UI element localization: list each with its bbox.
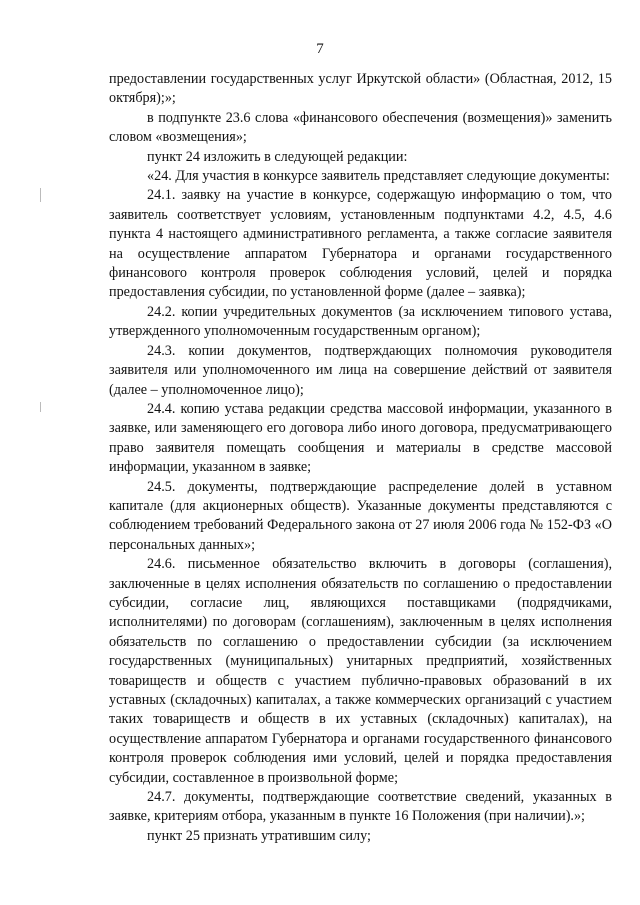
paragraph-continuation: предоставлении государственных услуг Иркутской области» (Областная, 2012, 15 октября);»; bbox=[109, 71, 612, 107]
paragraph-24: «24. Для участия в конкурсе заявитель представляет следующие документы: bbox=[147, 168, 610, 185]
paragraph-amendment-23-6: в подпункте 23.6 слова «финансового обеспечения (возмещения)» заменить словом «возмещения»; bbox=[109, 109, 612, 146]
paragraph-amendment-24-intro: пункт 24 изложить в следующей редакции: bbox=[147, 148, 408, 165]
paragraph-24-1: 24.1. заявку на участие в конкурсе, содержащую информацию о том, что заявитель соответствует условиям, установленным подпунктами 4.2, 4.5, 4.6 пункта 4 настоящего административного регламента, а также согласие заявителя на осуществление аппаратом Губернатора и органами государственного финансового контроля проверок соблюдения условий, целей и порядка предоставления субсидии, по установленной форме (далее – заявка); bbox=[109, 187, 612, 301]
scan-mark bbox=[40, 188, 41, 202]
paragraph-24-7: 24.7. документы, подтверждающие соответствие сведений, указанных в заявке, критериям отбора, указанным в пункте 16 Положения (при наличии).»; bbox=[109, 789, 612, 825]
document-body bbox=[109, 70, 612, 846]
paragraph-24-5: 24.5. документы, подтверждающие распределение долей в уставном капитале (для акционерных обществ). Указанные документы представляются с соблюдением требований Федерального закона от 27 июля 2006 года № 152-ФЗ «О персональных данных»; bbox=[109, 478, 612, 553]
paragraph-amendment-25: пункт 25 признать утратившим силу; bbox=[147, 827, 371, 844]
paragraph-24-3: 24.3. копии документов, подтверждающих полномочия руководителя заявителя или уполномоченного им лица на совершение действий от заявителя (далее – уполномоченное лицо); bbox=[109, 342, 612, 398]
paragraph-24-6: 24.6. письменное обязательство включить в договоры (соглашения), заключенные в целях исполнения обязательств по соглашению о предоставлении субсидии, согласие лиц, являющихся поставщиками (подрядчиками, исполнителями) по договорам (соглашениям), заключенным в целях исполнения обязательств по соглашению о предоставлении субсидии (за исключением государственных (муниципальных) унитарных предприятий, хозяйственных товариществ и обществ с участием публично-правовых образований в их уставных (складочных) капиталах, а также коммерческих организаций с участием таких товариществ и обществ в их уставных (складочных) капиталах), на осуществление аппаратом Губернатора и органами государственного финансового контроля проверок соблюдения ими условий, целей и порядка предоставления субсидии, составленное в произвольной форме; bbox=[109, 556, 612, 786]
page-number: 7 bbox=[316, 41, 324, 57]
paragraph-24-2: 24.2. копии учредительных документов (за исключением типового устава, утвержденного уполномоченным государственным органом); bbox=[109, 303, 612, 340]
scan-mark bbox=[40, 402, 41, 412]
paragraph-24-4: 24.4. копию устава редакции средства массовой информации, указанного в заявке, или заменяющего его договора либо иного договора, предусматривающего право заявителя помещать сообщения и материалы в средстве массовой информации, указанном в заявке; bbox=[109, 400, 612, 476]
